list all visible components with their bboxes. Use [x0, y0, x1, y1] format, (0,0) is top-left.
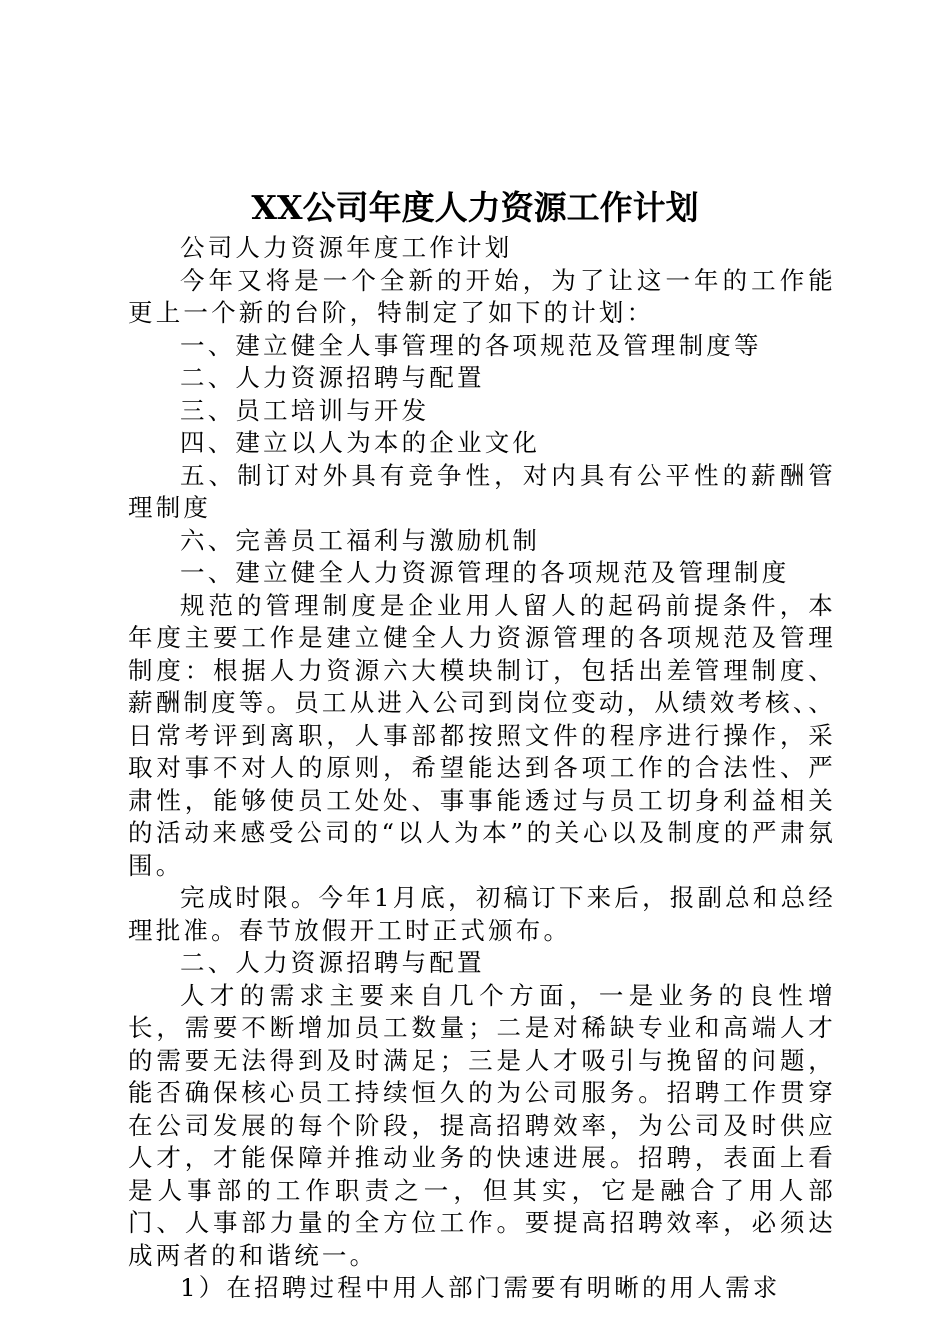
- paragraph: 完成时限。今年1月底，初稿订下来后，报副总和总经理批准。春节放假开工时正式颁布。: [128, 883, 836, 945]
- paragraph: 公司人力资源年度工作计划: [180, 233, 513, 262]
- paragraph: 五、制订对外具有竞争性，对内具有公平性的薪酬管理制度: [128, 460, 836, 522]
- document-body: [128, 232, 836, 1305]
- paragraph: 四、建立以人为本的企业文化: [180, 428, 541, 457]
- paragraph: 三、员工培训与开发: [180, 395, 430, 425]
- paragraph: 今年又将是一个全新的开始，为了让这一年的工作能更上一个新的台阶，特制定了如下的计划：: [128, 265, 836, 327]
- paragraph: 二、人力资源招聘与配置: [180, 948, 485, 977]
- paragraph: 1）在招聘过程中用人部门需要有明晰的用人需求: [180, 1273, 781, 1302]
- paragraph: 一、建立健全人力资源管理的各项规范及管理制度: [180, 558, 790, 587]
- paragraph: 规范的管理制度是企业用人留人的起码前提条件，本年度主要工作是建立健全人力资源管理的各项规范及管理制度：根据人力资源六大模块制订，包括出差管理制度、薪酬制度等。员工从进入公司到岗位变动，从绩效考核、、日常考评到离职，人事部都按照文件的程序进行操作，采取对事不对人的原则，希望能达到各项工作的合法性、严肃性，能够使员工处处、事事能透过与员工切身利益相关的活动来感受公司的“以人为本”的关心以及制度的严肃氛围。: [128, 590, 836, 880]
- paragraph: 一、建立健全人事管理的各项规范及管理制度等: [180, 330, 762, 360]
- paragraph: 人才的需求主要来自几个方面，一是业务的良性增长，需要不断增加员工数量；二是对稀缺专业和高端人才的需要无法得到及时满足；三是人才吸引与挽留的问题，能否确保核心员工持续恒久的为公司服务。招聘工作贯穿在公司发展的每个阶段，提高招聘效率，为公司及时供应人才，才能保障并推动业务的快速进展。招聘，表面上看是人事部的工作职责之一，但其实，它是融合了用人部门、人事部力量的全方位工作。要提高招聘效率，必须达成两者的和谐统一。: [128, 980, 836, 1270]
- document-title: XX公司年度人力资源工作计划: [251, 188, 699, 227]
- paragraph: 六、完善员工福利与激励机制: [180, 525, 541, 555]
- paragraph: 二、人力资源招聘与配置: [180, 363, 485, 392]
